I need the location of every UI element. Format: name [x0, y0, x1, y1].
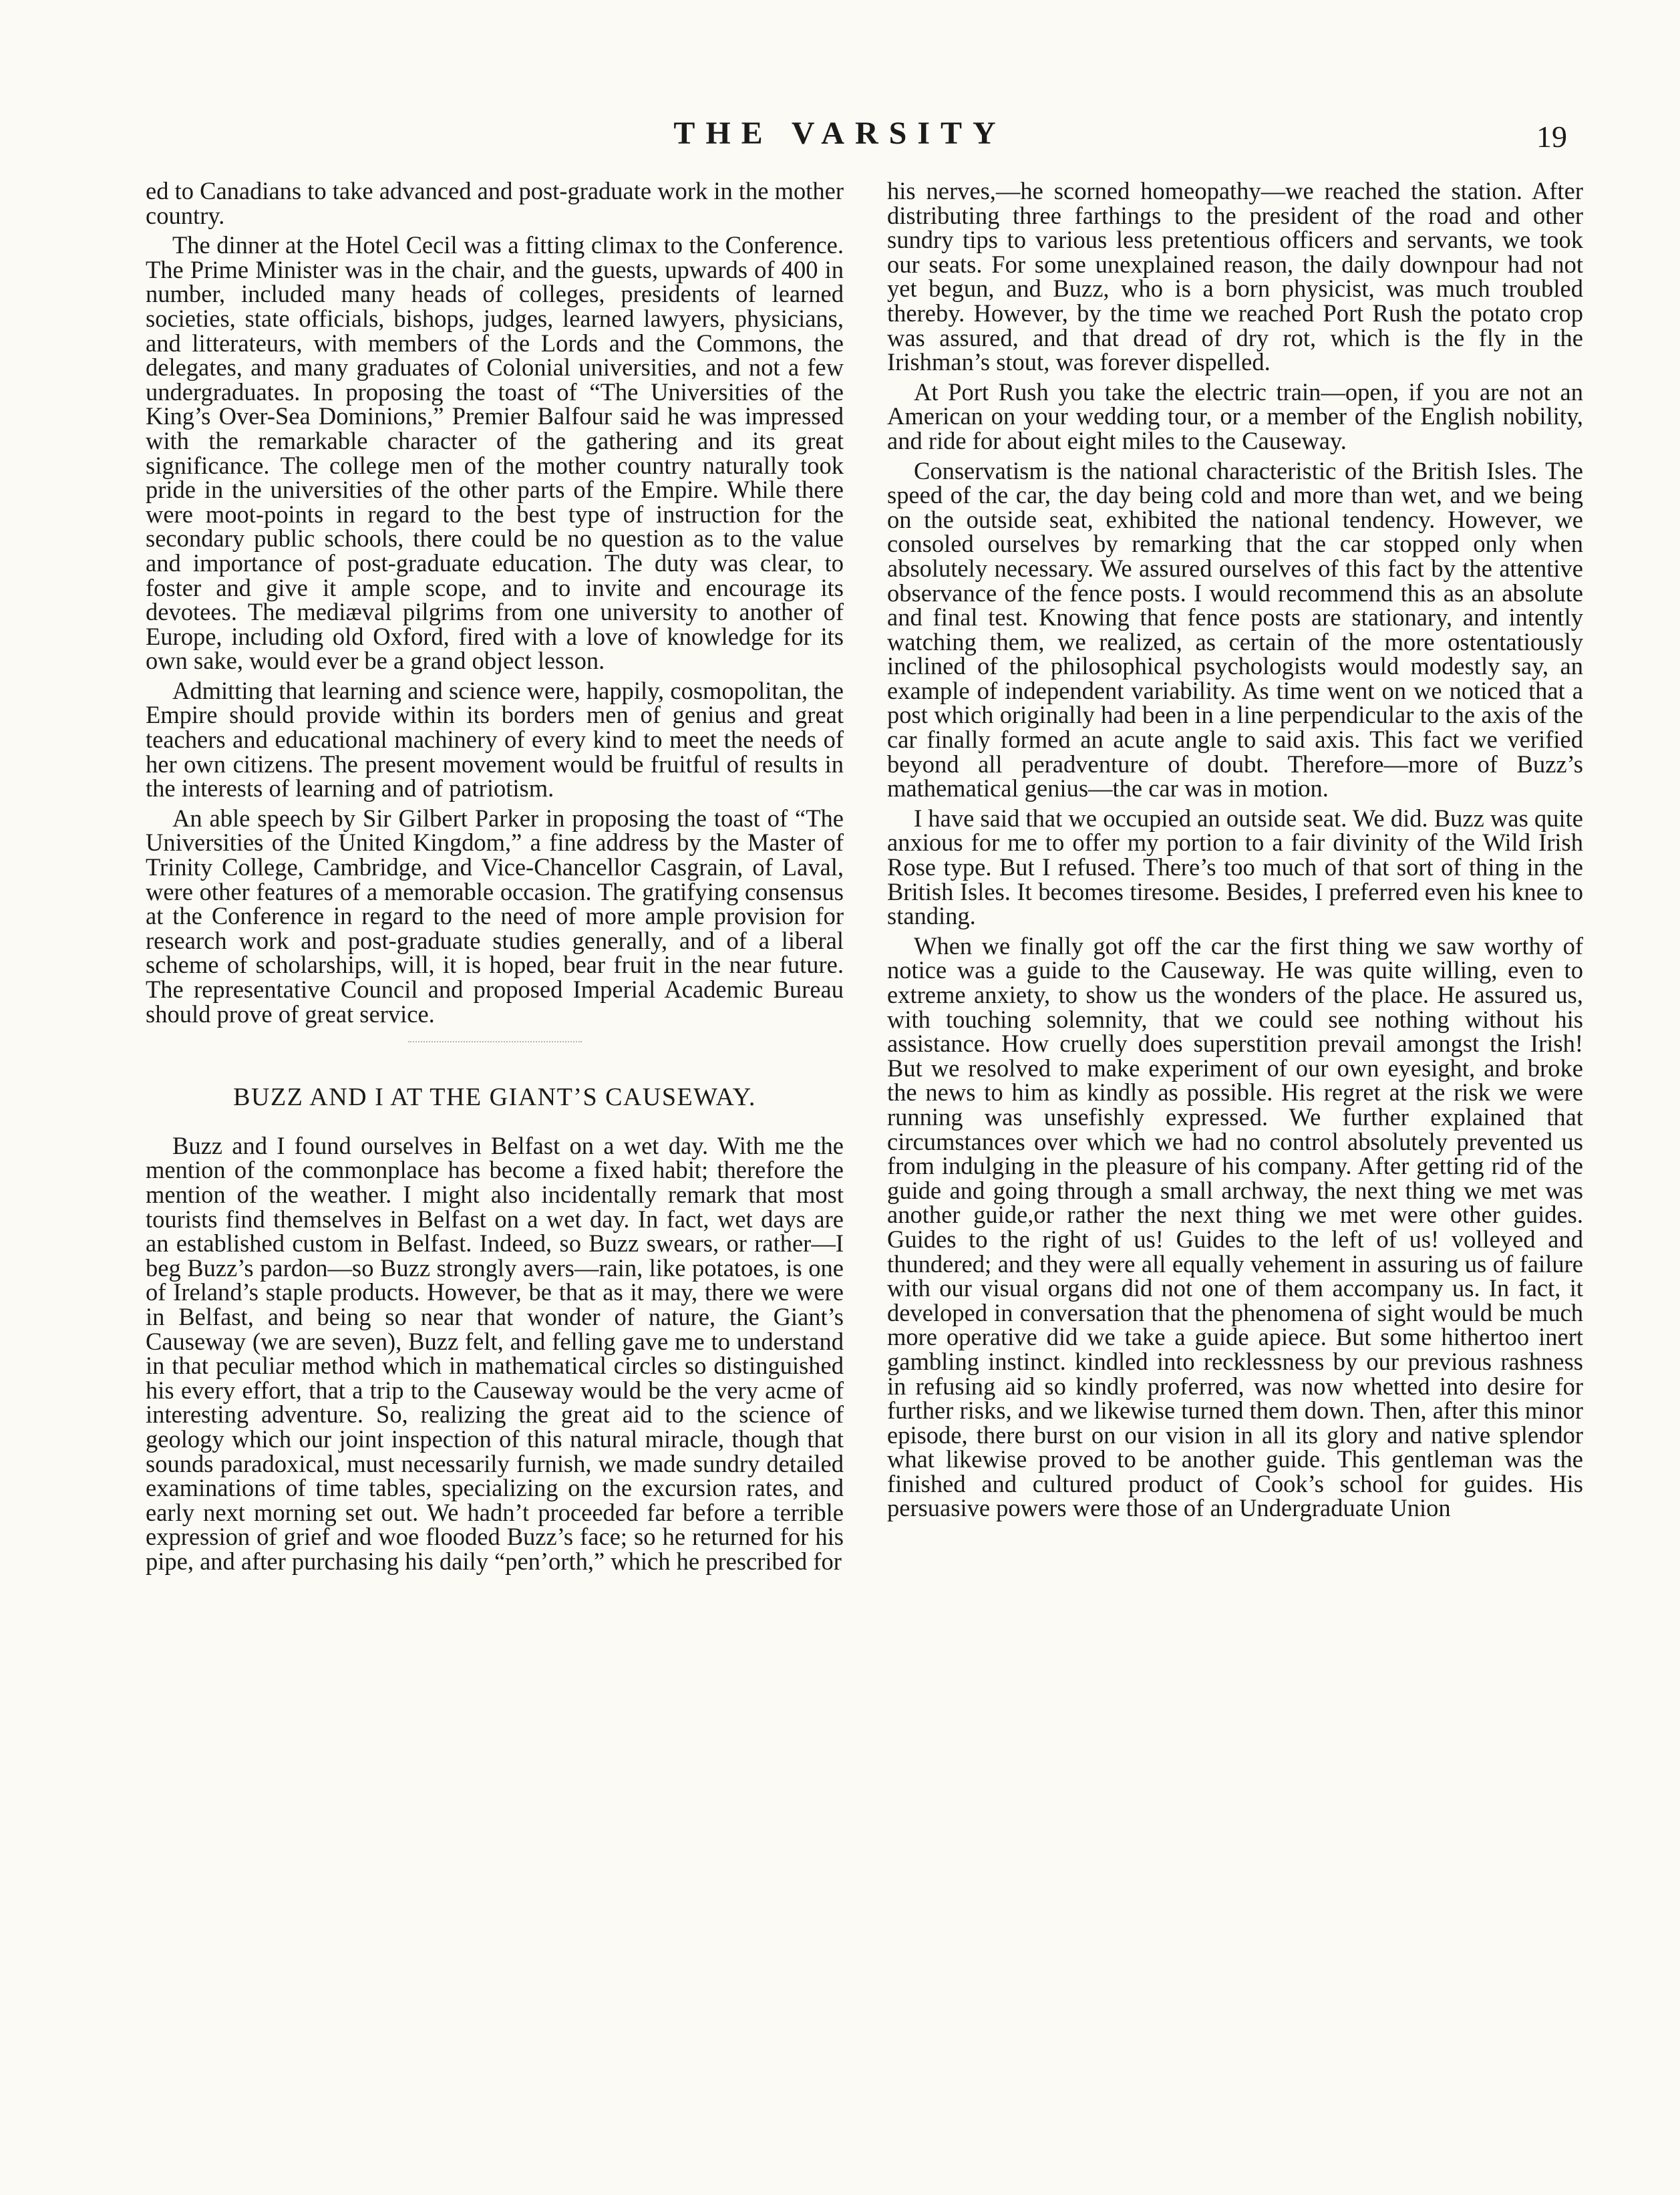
page-title: THE VARSITY: [673, 116, 1007, 151]
paragraph: I have said that we occupied an outside seat. We did. Buzz was quite anxious for me to offer my portion to a fair divinity of the Wild Irish Rose type. But I refused. There’s too much of that sort of thing in the British Isles. It becomes tiresome. Besides, I preferred even his knee to standing.: [887, 804, 1583, 930]
paragraph: Conservatism is the national characteristic of the British Isles. The speed of the car, the day being cold and more than wet, and we being on the outside seat, exhibited the national tendency. However, we consoled ourselves by remarking that the car stopped only when absolutely necessary. We assured ourselves of this fact by the attentive observance of the fence posts. I would recommend this as an absolute and final test. Knowing that fence posts are stationary, and intently watching them, we realized, as certain of the more ostentatiously inclined of the philosophical psychologists would modestly say, an example of independent variability. As time went on we noticed that a post which originally had been in a line perpendicular to the axis of the car finally formed an acute angle to said axis. This fact we verified beyond all peradventure of doubt. Therefore—more of Buzz’s mathematical genius—the car was in motion.: [887, 456, 1583, 802]
right-column: [887, 179, 1583, 2170]
paragraph: his nerves,—he scorned homeopathy—we reached the station. After distributing three farthings to the president of the road and other sundry tips to various less pretentious officers and servants, we took our seats. For some unexplained reason, the daily downpour had not yet begun, and Buzz, who is a born physicist, was much troubled thereby. However, by the time we reached Port Rush the potato crop was assured, and that dread of dry rot, which is the fly in the Irishman’s stout, was forever dispelled.: [887, 179, 1583, 376]
paragraph: When we finally got off the car the first thing we saw worthy of notice was a guide to the Causeway. He was quite willing, even to extreme anxiety, to show us the wonders of the place. He assured us, with touching solemnity, that we could see nothing without his assistance. How cruelly does superstition prevail amongst the Irish! But we resolved to make experiment of our own eyesight, and broke the news to him as kindly as possible. His regret at the risk we were running was unsefishly expressed. We further explained that circumstances over which we had no control absolutely prevented us from indulging in the pleasure of his company. After getting rid of the guide and going through a small archway, the next thing we met was another guide,or rather the next thing we met were other guides. Guides to the right of us! Guides to the left of us! volleyed and thundered; and they were all equally vehement in assuring us of failure with our visual organs did not one of them accompany us. In fact, it developed in conversation that the phenomena of sight would be much more operative did we take a guide apiece. But some hithertoo inert gambling instinct. kindled into recklessness by our previous rashness in refusing aid so kindly proferred, was now whetted into desire for further risks, and we likewise turned them down. Then, after this minor episode, there burst on our vision in all its glory and native splendor what likewise proved to be another guide. This gentleman was the finished and cultured product of Cook’s school for guides. His persuasive powers were those of an Undergraduate Union: [887, 931, 1583, 1522]
section-divider: [408, 1041, 582, 1042]
paragraph: An able speech by Sir Gilbert Parker in proposing the toast of “The Universities of the United Kingdom,” a fine address by the Master of Trinity College, Cambridge, and Vice-Chancellor Casgrain, of Laval, were other features of a memorable occasion. The gratifying consensus at the Conference in regard to the need of more ample provision for research work and post-graduate studies generally, and of a liberal scheme of scholarships, will, it is hoped, bear fruit in the near future. The representative Council and proposed Imperial Academic Bureau should prove of great service.: [146, 804, 844, 1028]
paragraph: ed to Canadians to take advanced and post-graduate work in the mother country.: [146, 179, 844, 229]
paragraph: At Port Rush you take the electric train—open, if you are not an American on your wedding tour, or a member of the English nobility, and ride for about eight miles to the Causeway.: [887, 378, 1583, 454]
left-column: [146, 179, 844, 2170]
page-number: 19: [1536, 120, 1567, 154]
paragraph: The dinner at the Hotel Cecil was a fitting climax to the Conference. The Prime Minister was in the chair, and the guests, upwards of 400 in number, included many heads of colleges, presidents of learned societies, state officials, bishops, judges, learned lawyers, physicians, and litterateurs, with members of the Lords and the Commons, the delegates, and many graduates of Colonial universities, and not a few undergraduates. In proposing the toast of “The Universities of the King’s Over-Sea Dominions,” Premier Balfour said he was impressed with the remarkable character of the gathering and its great significance. The college men of the mother country naturally took pride in the universities of the other parts of the Empire. While there were moot-points in regard to the best type of instruction for the secondary public schools, there could be no question as to the value and importance of post-graduate education. The duty was clear, to foster and give it ample scope, and to invite and encourage its devotees. The mediæval pilgrims from one university to another of Europe, including old Oxford, fired with a love of knowledge for its own sake, would ever be a grand object lesson.: [146, 231, 844, 675]
article-heading: BUZZ AND I AT THE GIANT’S CAUSEWAY.: [233, 1083, 756, 1112]
paragraph: Admitting that learning and science were, happily, cosmopolitan, the Empire should provide within its borders men of genius and great teachers and educational machinery of every kind to meet the needs of her own citizens. The present movement would be fruitful of results in the interests of learning and of patriotism.: [146, 676, 844, 802]
paragraph: Buzz and I found ourselves in Belfast on a wet day. With me the mention of the commonplace has become a fixed habit; therefore the mention of the weather. I might also incidentally remark that most tourists find themselves in Belfast on a wet day. In fact, wet days are an established custom in Belfast. Indeed, so Buzz swears, or rather—I beg Buzz’s pardon—so Buzz strongly avers—rain, like potatoes, is one of Ireland’s staple products. However, be that as it may, there we were in Belfast, and being so near that wonder of nature, the Giant’s Causeway (we are seven), Buzz felt, and felling gave me to understand in that peculiar method which in mathematical circles so distinguished his every effort, that a trip to the Causeway would be the very acme of interesting adventure. So, realizing the great aid to the science of geology which our joint inspection of this natural miracle, though that sounds paradoxical, must necessarily furnish, we made sundry detailed examinations of time tables, specializing on the excursion rates, and early next morning set out. We hadn’t proceeded far before a terrible expression of grief and woe flooded Buzz’s face; so he returned for his pipe, and after purchasing his daily “pen’orth,” which he prescribed for: [146, 1131, 844, 1575]
